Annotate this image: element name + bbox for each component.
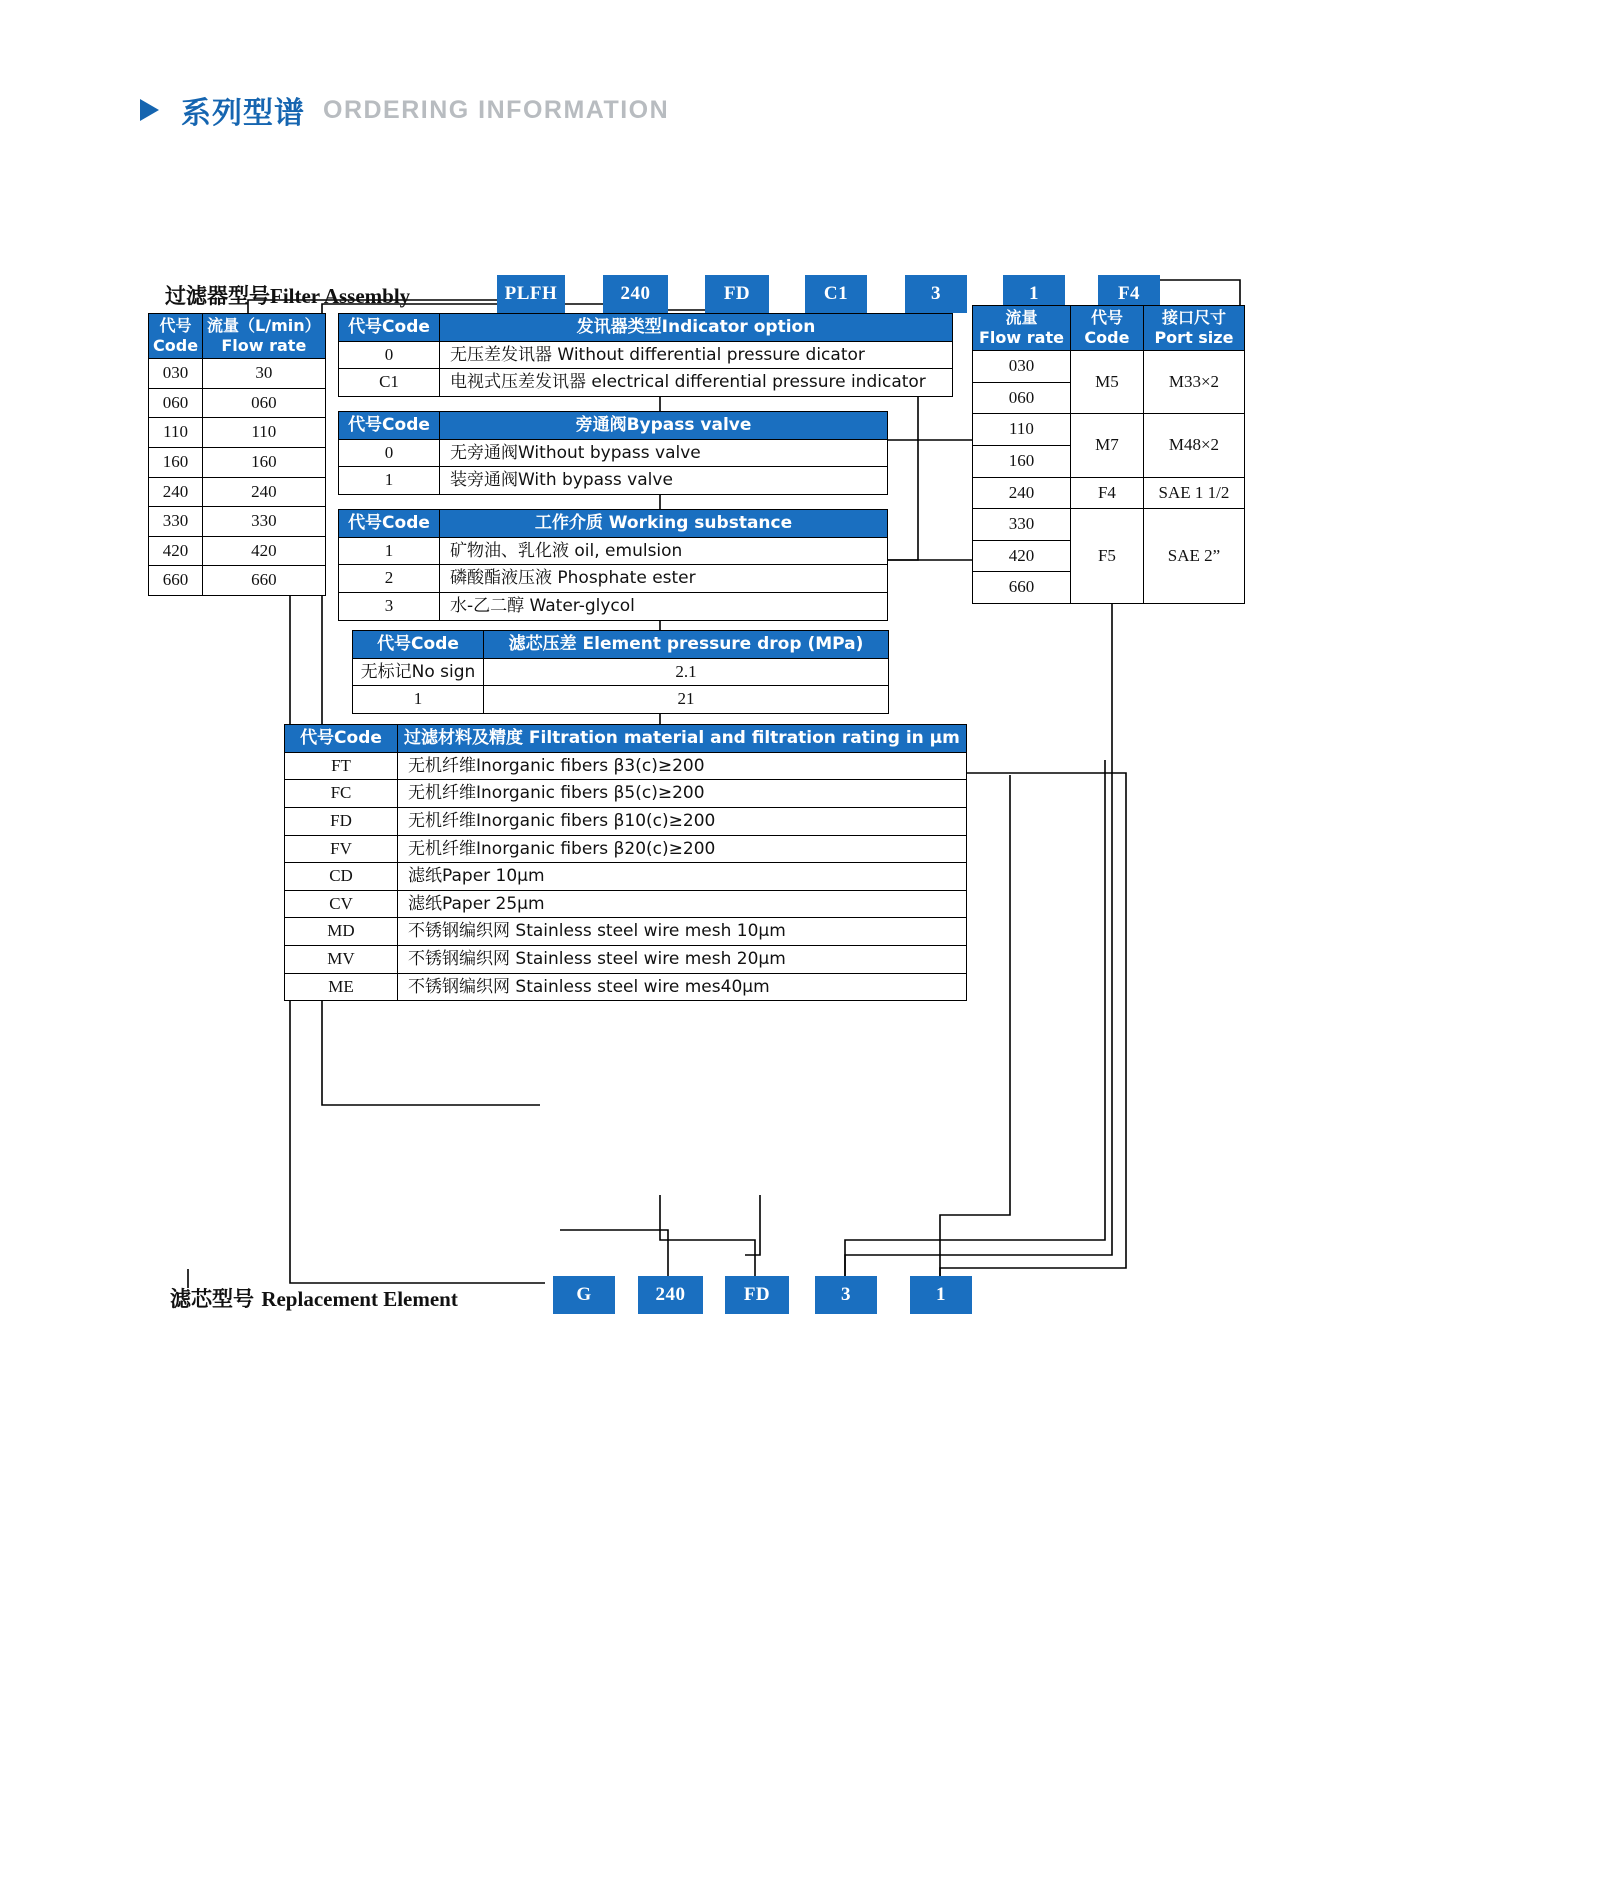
cell-flow: 660	[203, 566, 326, 596]
replacement-element-label	[170, 1283, 458, 1313]
table-row	[285, 807, 967, 835]
cell-flow: 420	[973, 540, 1071, 572]
replacement-element-label-en: Replacement Element	[261, 1287, 458, 1311]
table-row	[149, 447, 326, 477]
table-row	[149, 507, 326, 537]
flow-table-header-code-en: Code	[153, 336, 199, 355]
flow-table-header-code-cn: 代号	[159, 316, 192, 335]
cell-flow: 330	[973, 509, 1071, 541]
table-row	[285, 890, 967, 918]
cell-code: 2	[339, 565, 440, 593]
cell-flow: 240	[203, 477, 326, 507]
cell-port: M48×2	[1143, 414, 1244, 477]
port-size-table	[972, 305, 1245, 604]
page-header	[140, 88, 669, 132]
port-header-flow-cn: 流量	[1005, 308, 1038, 327]
cell-flow: 060	[203, 388, 326, 418]
assembly-code-substance[interactable]: 3	[905, 275, 967, 313]
assembly-code-material[interactable]: FD	[705, 275, 769, 313]
indicator-header-title: 发讯器类型Indicator option	[440, 314, 953, 342]
bypass-header-title: 旁通阀Bypass valve	[440, 412, 888, 440]
table-row	[149, 477, 326, 507]
cell-code: ME	[285, 973, 398, 1001]
cell-code: FD	[285, 807, 398, 835]
replacement-element-label-cn: 滤芯型号	[170, 1287, 254, 1311]
cell-code: M7	[1070, 414, 1143, 477]
element-code-material[interactable]: FD	[725, 1276, 789, 1314]
cell-code: 1	[353, 686, 484, 714]
material-header-code: 代号Code	[285, 725, 398, 753]
table-row	[285, 863, 967, 891]
cell-code: M5	[1070, 351, 1143, 414]
table-header-row	[149, 314, 326, 359]
port-header-flow-en: Flow rate	[979, 328, 1064, 347]
table-row	[149, 536, 326, 566]
cell-desc: 无旁通阀Without bypass valve	[440, 439, 888, 467]
drop-header-code: 代号Code	[353, 631, 484, 659]
cell-code: 0	[339, 341, 440, 369]
table-row	[339, 592, 888, 620]
element-code-g[interactable]: G	[553, 1276, 615, 1314]
cell-code: FC	[285, 780, 398, 808]
port-header-code-en: Code	[1084, 328, 1130, 347]
cell-code: 1	[339, 467, 440, 495]
port-header-size-en: Port size	[1154, 328, 1234, 347]
flow-table-header-code	[149, 314, 203, 359]
cell-code: 240	[149, 477, 203, 507]
working-substance-table	[338, 509, 888, 621]
assembly-code-flow[interactable]: 240	[603, 275, 668, 313]
cell-flow: 110	[203, 418, 326, 448]
cell-desc: 不锈钢编织网 Stainless steel wire mesh 20μm	[398, 946, 967, 974]
cell-code: 420	[149, 536, 203, 566]
cell-value: 21	[484, 686, 889, 714]
cell-code: FT	[285, 752, 398, 780]
cell-desc: 滤纸Paper 10μm	[398, 863, 967, 891]
table-header-row	[339, 510, 888, 538]
port-header-size-cn: 接口尺寸	[1161, 308, 1226, 327]
cell-desc: 电视式压差发讯器 electrical differential pressure indicator	[440, 369, 953, 397]
element-code-pressure-drop[interactable]: 1	[910, 1276, 972, 1314]
cell-code: 1	[339, 537, 440, 565]
table-row	[149, 566, 326, 596]
cell-desc: 不锈钢编织网 Stainless steel wire mes40μm	[398, 973, 967, 1001]
table-row	[973, 351, 1245, 383]
cell-code: MV	[285, 946, 398, 974]
cell-flow: 110	[973, 414, 1071, 446]
table-row	[339, 341, 953, 369]
substance-header-title: 工作介质 Working substance	[440, 510, 888, 538]
table-row	[149, 418, 326, 448]
triangle-arrow-icon	[140, 99, 159, 121]
material-header-title: 过滤材料及精度 Filtration material and filtration rating in μm	[398, 725, 967, 753]
table-header-row	[339, 412, 888, 440]
table-row	[149, 388, 326, 418]
flow-table-header-flow-en: Flow rate	[221, 336, 307, 355]
cell-desc: 水-乙二醇 Water-glycol	[440, 592, 888, 620]
cell-desc: 无压差发讯器 Without differential pressure dicator	[440, 341, 953, 369]
cell-code: 160	[149, 447, 203, 477]
flow-rate-table	[148, 313, 326, 596]
assembly-code-bypass[interactable]: 1	[1003, 275, 1065, 313]
substance-header-code: 代号Code	[339, 510, 440, 538]
cell-code: 0	[339, 439, 440, 467]
cell-code: F4	[1070, 477, 1143, 509]
indicator-header-code: 代号Code	[339, 314, 440, 342]
cell-code: 030	[149, 359, 203, 389]
table-row	[973, 509, 1245, 541]
table-row	[339, 439, 888, 467]
filtration-material-table	[284, 724, 967, 1001]
table-row	[339, 565, 888, 593]
cell-code: F5	[1070, 509, 1143, 604]
element-code-flow[interactable]: 240	[638, 1276, 703, 1314]
cell-code: 330	[149, 507, 203, 537]
table-row	[285, 918, 967, 946]
cell-desc: 无机纤维Inorganic fibers β3(c)≥200	[398, 752, 967, 780]
table-row	[285, 835, 967, 863]
cell-flow: 330	[203, 507, 326, 537]
cell-desc: 无机纤维Inorganic fibers β10(c)≥200	[398, 807, 967, 835]
flow-table-header-flow	[203, 314, 326, 359]
indicator-option-table	[338, 313, 953, 397]
cell-desc: 装旁通阀With bypass valve	[440, 467, 888, 495]
table-header-row	[339, 314, 953, 342]
cell-flow: 160	[973, 445, 1071, 477]
cell-code: FV	[285, 835, 398, 863]
cell-desc: 矿物油、乳化液 oil, emulsion	[440, 537, 888, 565]
table-row	[973, 477, 1245, 509]
filter-assembly-label-en: Filter Assembly	[270, 284, 411, 308]
cell-flow: 240	[973, 477, 1071, 509]
cell-value: 2.1	[484, 658, 889, 686]
table-header-row	[973, 306, 1245, 351]
filter-assembly-label	[165, 280, 410, 310]
page-title-cn: 系列型谱	[181, 96, 305, 131]
bypass-header-code: 代号Code	[339, 412, 440, 440]
cell-port: SAE 2”	[1143, 509, 1244, 604]
cell-code: CV	[285, 890, 398, 918]
cell-code: CD	[285, 863, 398, 891]
table-row	[339, 369, 953, 397]
element-code-substance[interactable]: 3	[815, 1276, 877, 1314]
table-row	[973, 414, 1245, 446]
cell-code: 3	[339, 592, 440, 620]
page-title-en: ORDERING INFORMATION	[323, 95, 670, 124]
element-pressure-drop-table	[352, 630, 889, 714]
cell-desc: 不锈钢编织网 Stainless steel wire mesh 10μm	[398, 918, 967, 946]
cell-flow: 30	[203, 359, 326, 389]
table-row	[285, 752, 967, 780]
assembly-code-plfh[interactable]: PLFH	[497, 275, 565, 313]
cell-code: 660	[149, 566, 203, 596]
cell-flow: 030	[973, 351, 1071, 383]
flow-table-header-flow-cn: 流量（L/min）	[207, 316, 321, 335]
drop-header-title: 滤芯压差 Element pressure drop (MPa)	[484, 631, 889, 659]
cell-desc: 滤纸Paper 25μm	[398, 890, 967, 918]
table-row	[285, 973, 967, 1001]
bypass-valve-table	[338, 411, 888, 495]
cell-port: M33×2	[1143, 351, 1244, 414]
assembly-code-indicator[interactable]: C1	[805, 275, 867, 313]
cell-code: C1	[339, 369, 440, 397]
table-row	[353, 686, 889, 714]
filter-assembly-label-cn: 过滤器型号	[165, 284, 270, 308]
table-row	[285, 780, 967, 808]
cell-desc: 磷酸酯液压液 Phosphate ester	[440, 565, 888, 593]
table-row	[353, 658, 889, 686]
cell-port: SAE 1 1/2	[1143, 477, 1244, 509]
port-header-size	[1143, 306, 1244, 351]
cell-flow: 420	[203, 536, 326, 566]
cell-flow: 160	[203, 447, 326, 477]
cell-code: 060	[149, 388, 203, 418]
table-row	[285, 946, 967, 974]
port-header-code	[1070, 306, 1143, 351]
cell-flow: 660	[973, 572, 1071, 604]
table-row	[339, 537, 888, 565]
port-header-flow	[973, 306, 1071, 351]
cell-code: 110	[149, 418, 203, 448]
table-row	[339, 467, 888, 495]
table-row	[149, 359, 326, 389]
assembly-code-port[interactable]: F4	[1098, 275, 1160, 313]
cell-flow: 060	[973, 382, 1071, 414]
cell-desc: 无机纤维Inorganic fibers β5(c)≥200	[398, 780, 967, 808]
cell-desc: 无机纤维Inorganic fibers β20(c)≥200	[398, 835, 967, 863]
cell-code: MD	[285, 918, 398, 946]
table-header-row	[353, 631, 889, 659]
cell-code: 无标记No sign	[353, 658, 484, 686]
port-header-code-cn: 代号	[1090, 308, 1123, 327]
table-header-row	[285, 725, 967, 753]
